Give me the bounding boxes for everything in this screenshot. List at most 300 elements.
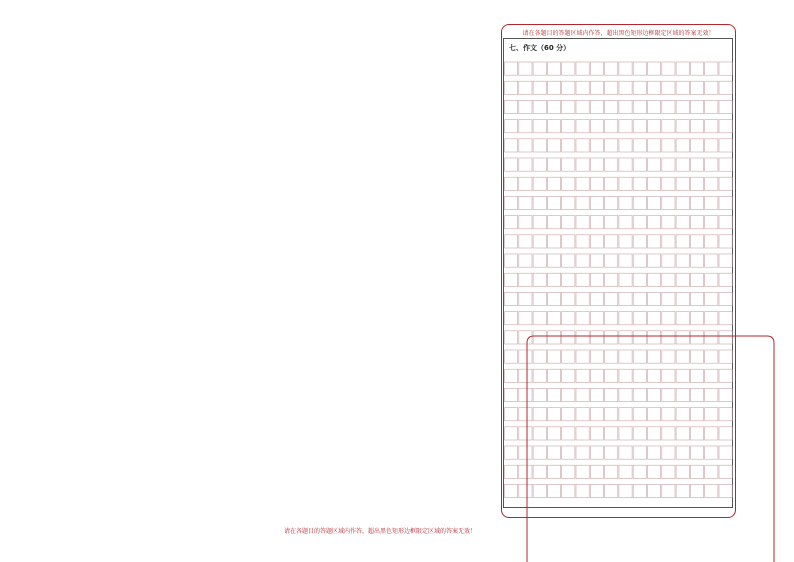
grid-cell[interactable] — [505, 177, 518, 190]
grid-cell[interactable] — [562, 254, 575, 267]
grid-cell[interactable] — [662, 120, 675, 133]
grid-cell[interactable] — [690, 216, 703, 229]
grid-cell[interactable] — [519, 446, 532, 459]
grid-cell[interactable] — [705, 427, 718, 440]
grid-cell[interactable] — [590, 446, 603, 459]
grid-cell[interactable] — [605, 369, 618, 382]
grid-cell[interactable] — [576, 312, 589, 325]
grid-cell[interactable] — [547, 273, 560, 286]
grid-cell[interactable] — [605, 139, 618, 152]
grid-cell[interactable] — [619, 292, 632, 305]
grid-cell[interactable] — [676, 292, 689, 305]
grid-cell[interactable] — [505, 81, 518, 94]
grid-cell[interactable] — [576, 235, 589, 248]
grid-cell[interactable] — [505, 312, 518, 325]
grid-cell[interactable] — [547, 465, 560, 478]
grid-cell[interactable] — [676, 446, 689, 459]
grid-cell[interactable] — [562, 331, 575, 344]
grid-cell[interactable] — [662, 446, 675, 459]
grid-cell[interactable] — [605, 273, 618, 286]
grid-cell[interactable] — [719, 273, 732, 286]
grid-cell[interactable] — [705, 312, 718, 325]
grid-cell[interactable] — [648, 292, 661, 305]
grid-cell[interactable] — [533, 120, 546, 133]
grid-cell[interactable] — [676, 177, 689, 190]
grid-cell[interactable] — [533, 312, 546, 325]
grid-cell[interactable] — [605, 100, 618, 113]
grid-cell[interactable] — [547, 369, 560, 382]
grid-cell[interactable] — [590, 312, 603, 325]
grid-cell[interactable] — [519, 100, 532, 113]
grid-cell[interactable] — [690, 388, 703, 401]
grid-cell[interactable] — [562, 350, 575, 363]
grid-cell[interactable] — [547, 254, 560, 267]
grid-cell[interactable] — [533, 177, 546, 190]
grid-cell[interactable] — [619, 216, 632, 229]
grid-cell[interactable] — [562, 408, 575, 421]
grid-cell[interactable] — [676, 427, 689, 440]
grid-cell[interactable] — [705, 254, 718, 267]
grid-cell[interactable] — [590, 120, 603, 133]
grid-cell[interactable] — [705, 62, 718, 75]
grid-cell[interactable] — [576, 484, 589, 497]
grid-cell[interactable] — [533, 235, 546, 248]
grid-cell[interactable] — [590, 177, 603, 190]
grid-cell[interactable] — [605, 235, 618, 248]
grid-cell[interactable] — [505, 254, 518, 267]
grid-cell[interactable] — [633, 312, 646, 325]
grid-cell[interactable] — [705, 177, 718, 190]
grid-cell[interactable] — [705, 465, 718, 478]
grid-cell[interactable] — [705, 196, 718, 209]
grid-cell[interactable] — [590, 254, 603, 267]
grid-cell[interactable] — [519, 312, 532, 325]
grid-cell[interactable] — [505, 139, 518, 152]
grid-cell[interactable] — [533, 158, 546, 171]
grid-cell[interactable] — [690, 465, 703, 478]
grid-cell[interactable] — [619, 100, 632, 113]
grid-cell[interactable] — [562, 139, 575, 152]
grid-cell[interactable] — [562, 369, 575, 382]
grid-cell[interactable] — [619, 369, 632, 382]
grid-cell[interactable] — [690, 100, 703, 113]
grid-cell[interactable] — [676, 369, 689, 382]
grid-cell[interactable] — [648, 139, 661, 152]
grid-cell[interactable] — [590, 100, 603, 113]
grid-cell[interactable] — [505, 427, 518, 440]
grid-cell[interactable] — [533, 408, 546, 421]
grid-cell[interactable] — [533, 292, 546, 305]
grid-cell[interactable] — [619, 139, 632, 152]
grid-cell[interactable] — [633, 292, 646, 305]
grid-cell[interactable] — [662, 312, 675, 325]
grid-cell[interactable] — [562, 427, 575, 440]
grid-cell[interactable] — [547, 408, 560, 421]
grid-cell[interactable] — [505, 465, 518, 478]
grid-cell[interactable] — [705, 273, 718, 286]
grid-cell[interactable] — [676, 484, 689, 497]
grid-cell[interactable] — [619, 388, 632, 401]
grid-cell[interactable] — [576, 120, 589, 133]
grid-cell[interactable] — [533, 139, 546, 152]
grid-cell[interactable] — [690, 120, 703, 133]
grid-cell[interactable] — [562, 292, 575, 305]
grid-cell[interactable] — [562, 100, 575, 113]
grid-cell[interactable] — [505, 158, 518, 171]
grid-cell[interactable] — [505, 216, 518, 229]
grid-cell[interactable] — [662, 235, 675, 248]
grid-cell[interactable] — [590, 196, 603, 209]
grid-cell[interactable] — [719, 62, 732, 75]
grid-cell[interactable] — [619, 120, 632, 133]
grid-cell[interactable] — [648, 177, 661, 190]
grid-cell[interactable] — [690, 331, 703, 344]
grid-cell[interactable] — [719, 120, 732, 133]
grid-cell[interactable] — [547, 196, 560, 209]
grid-cell[interactable] — [676, 158, 689, 171]
grid-cell[interactable] — [547, 484, 560, 497]
grid-cell[interactable] — [633, 62, 646, 75]
grid-cell[interactable] — [676, 465, 689, 478]
grid-cell[interactable] — [547, 158, 560, 171]
grid-cell[interactable] — [547, 216, 560, 229]
grid-cell[interactable] — [690, 292, 703, 305]
grid-cell[interactable] — [690, 235, 703, 248]
grid-cell[interactable] — [690, 446, 703, 459]
grid-cell[interactable] — [505, 388, 518, 401]
grid-cell[interactable] — [576, 254, 589, 267]
grid-cell[interactable] — [576, 158, 589, 171]
grid-cell[interactable] — [648, 235, 661, 248]
grid-cell[interactable] — [605, 388, 618, 401]
grid-cell[interactable] — [648, 216, 661, 229]
grid-cell[interactable] — [648, 120, 661, 133]
grid-cell[interactable] — [690, 254, 703, 267]
grid-cell[interactable] — [633, 177, 646, 190]
grid-cell[interactable] — [519, 139, 532, 152]
grid-cell[interactable] — [676, 196, 689, 209]
grid-cell[interactable] — [633, 446, 646, 459]
grid-cell[interactable] — [605, 62, 618, 75]
grid-cell[interactable] — [662, 331, 675, 344]
grid-cell[interactable] — [690, 408, 703, 421]
grid-cell[interactable] — [662, 216, 675, 229]
grid-cell[interactable] — [662, 388, 675, 401]
grid-cell[interactable] — [690, 427, 703, 440]
grid-cell[interactable] — [633, 120, 646, 133]
grid-cell[interactable] — [719, 427, 732, 440]
grid-cell[interactable] — [633, 81, 646, 94]
grid-cell[interactable] — [605, 254, 618, 267]
grid-cell[interactable] — [576, 388, 589, 401]
grid-cell[interactable] — [719, 408, 732, 421]
grid-cell[interactable] — [605, 446, 618, 459]
writing-grid[interactable] — [503, 60, 733, 500]
grid-cell[interactable] — [576, 331, 589, 344]
grid-cell[interactable] — [633, 484, 646, 497]
grid-cell[interactable] — [705, 408, 718, 421]
grid-cell[interactable] — [505, 292, 518, 305]
grid-cell[interactable] — [590, 216, 603, 229]
grid-cell[interactable] — [519, 388, 532, 401]
grid-cell[interactable] — [662, 158, 675, 171]
grid-cell[interactable] — [547, 312, 560, 325]
grid-cell[interactable] — [519, 120, 532, 133]
grid-cell[interactable] — [519, 408, 532, 421]
grid-cell[interactable] — [605, 408, 618, 421]
grid-cell[interactable] — [648, 408, 661, 421]
grid-cell[interactable] — [705, 100, 718, 113]
grid-cell[interactable] — [519, 331, 532, 344]
grid-cell[interactable] — [576, 100, 589, 113]
grid-cell[interactable] — [648, 273, 661, 286]
grid-cell[interactable] — [633, 273, 646, 286]
grid-cell[interactable] — [705, 120, 718, 133]
grid-cell[interactable] — [690, 484, 703, 497]
grid-cell[interactable] — [648, 369, 661, 382]
grid-cell[interactable] — [619, 254, 632, 267]
grid-cell[interactable] — [662, 177, 675, 190]
grid-cell[interactable] — [662, 139, 675, 152]
grid-cell[interactable] — [505, 408, 518, 421]
grid-cell[interactable] — [690, 158, 703, 171]
grid-cell[interactable] — [648, 465, 661, 478]
grid-cell[interactable] — [562, 465, 575, 478]
grid-cell[interactable] — [562, 196, 575, 209]
grid-cell[interactable] — [590, 484, 603, 497]
grid-cell[interactable] — [519, 177, 532, 190]
grid-cell[interactable] — [605, 120, 618, 133]
grid-cell[interactable] — [576, 216, 589, 229]
grid-cell[interactable] — [719, 369, 732, 382]
grid-cell[interactable] — [662, 254, 675, 267]
grid-cell[interactable] — [605, 196, 618, 209]
grid-cell[interactable] — [533, 350, 546, 363]
grid-cell[interactable] — [576, 465, 589, 478]
grid-cell[interactable] — [562, 235, 575, 248]
grid-cell[interactable] — [547, 292, 560, 305]
grid-cell[interactable] — [633, 139, 646, 152]
grid-cell[interactable] — [619, 350, 632, 363]
grid-cell[interactable] — [576, 81, 589, 94]
grid-cell[interactable] — [505, 350, 518, 363]
grid-cell[interactable] — [562, 446, 575, 459]
grid-cell[interactable] — [605, 158, 618, 171]
grid-cell[interactable] — [605, 81, 618, 94]
grid-cell[interactable] — [619, 235, 632, 248]
grid-cell[interactable] — [562, 177, 575, 190]
grid-cell[interactable] — [676, 120, 689, 133]
grid-cell[interactable] — [719, 100, 732, 113]
grid-cell[interactable] — [648, 100, 661, 113]
grid-cell[interactable] — [519, 62, 532, 75]
grid-cell[interactable] — [590, 369, 603, 382]
grid-cell[interactable] — [590, 427, 603, 440]
grid-cell[interactable] — [519, 216, 532, 229]
grid-cell[interactable] — [533, 388, 546, 401]
grid-cell[interactable] — [519, 369, 532, 382]
grid-cell[interactable] — [519, 273, 532, 286]
grid-cell[interactable] — [505, 62, 518, 75]
grid-cell[interactable] — [648, 254, 661, 267]
grid-cell[interactable] — [519, 81, 532, 94]
grid-cell[interactable] — [648, 427, 661, 440]
grid-cell[interactable] — [619, 273, 632, 286]
grid-cell[interactable] — [562, 388, 575, 401]
grid-cell[interactable] — [519, 350, 532, 363]
grid-cell[interactable] — [576, 369, 589, 382]
grid-cell[interactable] — [562, 216, 575, 229]
grid-cell[interactable] — [590, 139, 603, 152]
grid-cell[interactable] — [633, 158, 646, 171]
grid-cell[interactable] — [633, 408, 646, 421]
grid-cell[interactable] — [576, 350, 589, 363]
grid-cell[interactable] — [676, 254, 689, 267]
grid-cell[interactable] — [662, 100, 675, 113]
grid-cell[interactable] — [633, 427, 646, 440]
grid-cell[interactable] — [662, 273, 675, 286]
grid-cell[interactable] — [662, 369, 675, 382]
grid-cell[interactable] — [590, 331, 603, 344]
grid-cell[interactable] — [547, 139, 560, 152]
grid-cell[interactable] — [705, 388, 718, 401]
grid-cell[interactable] — [533, 273, 546, 286]
grid-cell[interactable] — [719, 312, 732, 325]
grid-cell[interactable] — [547, 350, 560, 363]
grid-cell[interactable] — [562, 312, 575, 325]
grid-cell[interactable] — [605, 216, 618, 229]
grid-cell[interactable] — [662, 408, 675, 421]
grid-cell[interactable] — [719, 484, 732, 497]
grid-cell[interactable] — [590, 465, 603, 478]
grid-cell[interactable] — [605, 292, 618, 305]
grid-cell[interactable] — [562, 158, 575, 171]
grid-cell[interactable] — [519, 158, 532, 171]
grid-cell[interactable] — [633, 350, 646, 363]
grid-cell[interactable] — [648, 196, 661, 209]
grid-cell[interactable] — [719, 139, 732, 152]
grid-cell[interactable] — [533, 331, 546, 344]
grid-cell[interactable] — [605, 331, 618, 344]
grid-cell[interactable] — [505, 100, 518, 113]
grid-cell[interactable] — [605, 350, 618, 363]
grid-cell[interactable] — [590, 81, 603, 94]
grid-cell[interactable] — [605, 427, 618, 440]
grid-cell[interactable] — [633, 196, 646, 209]
grid-cell[interactable] — [576, 446, 589, 459]
grid-cell[interactable] — [519, 465, 532, 478]
grid-cell[interactable] — [676, 139, 689, 152]
grid-cell[interactable] — [605, 177, 618, 190]
grid-cell[interactable] — [619, 331, 632, 344]
grid-cell[interactable] — [519, 254, 532, 267]
grid-cell[interactable] — [533, 196, 546, 209]
grid-cell[interactable] — [590, 273, 603, 286]
grid-cell[interactable] — [705, 158, 718, 171]
grid-cell[interactable] — [719, 388, 732, 401]
grid-cell[interactable] — [662, 484, 675, 497]
grid-cell[interactable] — [619, 177, 632, 190]
grid-cell[interactable] — [547, 100, 560, 113]
grid-cell[interactable] — [590, 158, 603, 171]
grid-cell[interactable] — [619, 196, 632, 209]
grid-cell[interactable] — [690, 273, 703, 286]
grid-cell[interactable] — [547, 427, 560, 440]
grid-cell[interactable] — [562, 273, 575, 286]
grid-cell[interactable] — [619, 408, 632, 421]
grid-cell[interactable] — [662, 427, 675, 440]
grid-cell[interactable] — [633, 331, 646, 344]
grid-cell[interactable] — [690, 312, 703, 325]
grid-cell[interactable] — [690, 62, 703, 75]
grid-cell[interactable] — [505, 331, 518, 344]
grid-cell[interactable] — [590, 350, 603, 363]
grid-cell[interactable] — [547, 331, 560, 344]
grid-cell[interactable] — [719, 235, 732, 248]
grid-cell[interactable] — [590, 62, 603, 75]
grid-cell[interactable] — [676, 312, 689, 325]
grid-cell[interactable] — [619, 446, 632, 459]
grid-cell[interactable] — [633, 388, 646, 401]
grid-cell[interactable] — [562, 120, 575, 133]
grid-cell[interactable] — [690, 196, 703, 209]
grid-cell[interactable] — [690, 350, 703, 363]
grid-cell[interactable] — [719, 254, 732, 267]
grid-cell[interactable] — [619, 81, 632, 94]
grid-cell[interactable] — [690, 139, 703, 152]
grid-cell[interactable] — [633, 216, 646, 229]
grid-cell[interactable] — [705, 369, 718, 382]
grid-cell[interactable] — [648, 81, 661, 94]
grid-cell[interactable] — [719, 196, 732, 209]
grid-cell[interactable] — [719, 446, 732, 459]
grid-cell[interactable] — [547, 446, 560, 459]
grid-cell[interactable] — [662, 196, 675, 209]
grid-cell[interactable] — [605, 465, 618, 478]
grid-cell[interactable] — [648, 312, 661, 325]
grid-cell[interactable] — [676, 388, 689, 401]
grid-cell[interactable] — [590, 408, 603, 421]
grid-cell[interactable] — [719, 216, 732, 229]
grid-cell[interactable] — [576, 408, 589, 421]
grid-cell[interactable] — [576, 139, 589, 152]
grid-cell[interactable] — [533, 446, 546, 459]
grid-cell[interactable] — [562, 81, 575, 94]
grid-cell[interactable] — [648, 158, 661, 171]
grid-cell[interactable] — [519, 484, 532, 497]
grid-cell[interactable] — [648, 350, 661, 363]
grid-cell[interactable] — [605, 484, 618, 497]
grid-cell[interactable] — [705, 216, 718, 229]
grid-cell[interactable] — [619, 427, 632, 440]
grid-cell[interactable] — [633, 369, 646, 382]
grid-cell[interactable] — [505, 369, 518, 382]
grid-cell[interactable] — [648, 446, 661, 459]
grid-cell[interactable] — [576, 292, 589, 305]
grid-cell[interactable] — [533, 81, 546, 94]
grid-cell[interactable] — [533, 427, 546, 440]
grid-cell[interactable] — [719, 81, 732, 94]
grid-cell[interactable] — [547, 120, 560, 133]
grid-cell[interactable] — [519, 427, 532, 440]
grid-cell[interactable] — [533, 254, 546, 267]
grid-cell[interactable] — [547, 62, 560, 75]
grid-cell[interactable] — [662, 62, 675, 75]
grid-cell[interactable] — [719, 177, 732, 190]
grid-cell[interactable] — [676, 235, 689, 248]
grid-cell[interactable] — [705, 81, 718, 94]
grid-cell[interactable] — [719, 292, 732, 305]
